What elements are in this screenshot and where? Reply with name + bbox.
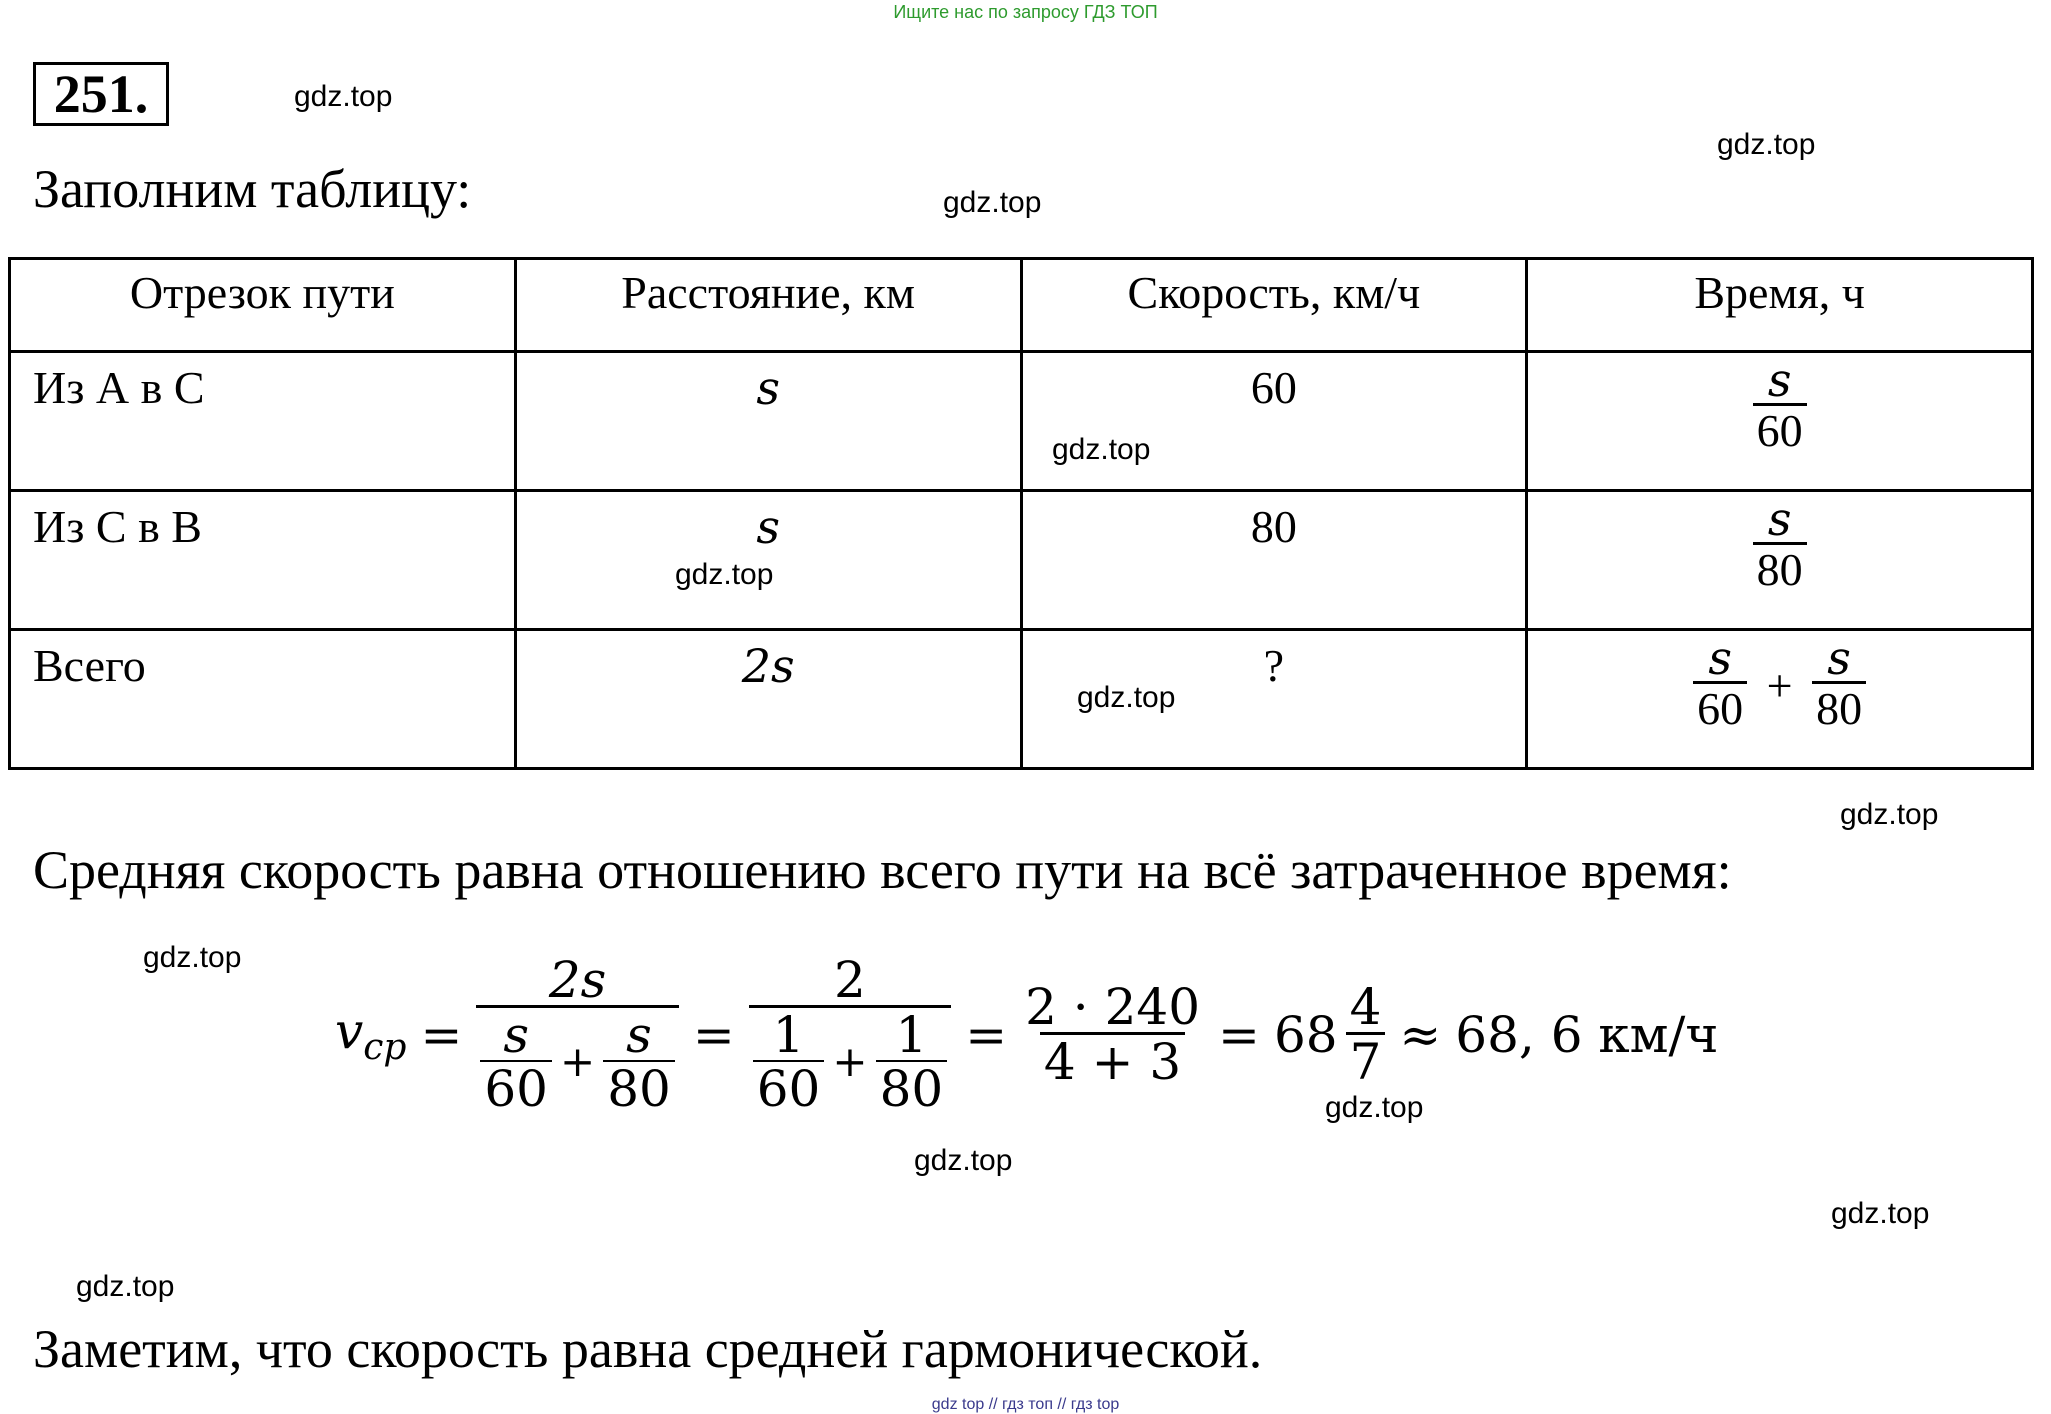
conclusion-text: Заметим, что скорость равна средней гармонической.	[33, 1319, 1263, 1379]
cell-distance: 2s	[515, 630, 1021, 769]
approx-sign: ≈	[1399, 1005, 1442, 1064]
plus-sign: +	[1766, 660, 1793, 711]
fraction-1: 2s $\frac{s}{60}$ + $\frac{s}{80}$	[476, 955, 678, 1114]
cell-segment: Из С в В	[10, 491, 516, 630]
explanation-text: Средняя скорость равна отношению всего пути на всё затраченное время:	[33, 840, 1732, 900]
watermark: gdz.top	[76, 1270, 175, 1303]
header-time: Время, ч	[1527, 259, 2033, 352]
time-fraction: $\frac{s}{60}$	[1753, 357, 1807, 454]
watermark: gdz.top	[1831, 1197, 1930, 1230]
cell-distance: s	[515, 491, 1021, 630]
cell-time	[1527, 352, 2033, 491]
data-table	[8, 257, 2034, 770]
time-fraction-a: $\frac{s}{60}$	[1693, 635, 1747, 732]
watermark: gdz.top	[1077, 681, 1176, 714]
table-row	[10, 630, 2033, 769]
equals-sign: =	[420, 1005, 463, 1064]
formula-lhs: $v_{ср}$	[335, 1001, 407, 1068]
cell-speed: 60	[1021, 352, 1527, 491]
fraction-2: 2 $\frac{1}{60}$ + $\frac{1}{80}$	[749, 955, 951, 1114]
watermark: gdz.top	[675, 558, 774, 591]
equals-sign: =	[965, 1005, 1008, 1064]
cell-segment: Всего	[10, 630, 516, 769]
header-distance: Расстояние, км	[515, 259, 1021, 352]
equals-sign: =	[692, 1005, 735, 1064]
time-fraction: $\frac{s}{80}$	[1753, 496, 1807, 593]
intro-text: Заполним таблицу:	[33, 159, 472, 219]
task-number: 251.	[33, 62, 169, 126]
time-fraction-b: $\frac{s}{80}$	[1812, 635, 1866, 732]
cell-time	[1527, 630, 2033, 769]
watermark: gdz.top	[294, 80, 393, 113]
footer-links[interactable]: gdz top // гдз топ // гдз top	[931, 1396, 1120, 1413]
cell-distance: s	[515, 352, 1021, 491]
cell-speed: 80	[1021, 491, 1527, 630]
watermark: gdz.top	[943, 186, 1042, 219]
formula-result: 68, 6 км/ч	[1455, 1005, 1719, 1064]
table-row	[10, 352, 2033, 491]
cell-time	[1527, 491, 2033, 630]
fraction-3: $\frac{2 \cdot 240}{4 + 3}$	[1025, 978, 1201, 1091]
table-header-row	[10, 259, 2033, 352]
watermark: gdz.top	[1840, 798, 1939, 831]
header-speed: Скорость, км/ч	[1021, 259, 1527, 352]
average-speed-formula	[335, 951, 1719, 1118]
watermark: gdz.top	[1717, 128, 1816, 161]
header-segment: Отрезок пути	[10, 259, 516, 352]
watermark: gdz.top	[1052, 433, 1151, 466]
cell-speed: ?	[1021, 630, 1527, 769]
mixed-number: 68 $\frac{4}{7}$	[1274, 982, 1385, 1087]
table-row	[10, 491, 2033, 630]
equals-sign: =	[1218, 1005, 1260, 1064]
watermark: gdz.top	[914, 1144, 1013, 1177]
watermark: gdz.top	[143, 941, 242, 974]
cell-segment: Из А в С	[10, 352, 516, 491]
top-banner[interactable]: Ищите нас по запросу ГДЗ ТОП	[893, 2, 1158, 22]
watermark: gdz.top	[1325, 1091, 1424, 1124]
